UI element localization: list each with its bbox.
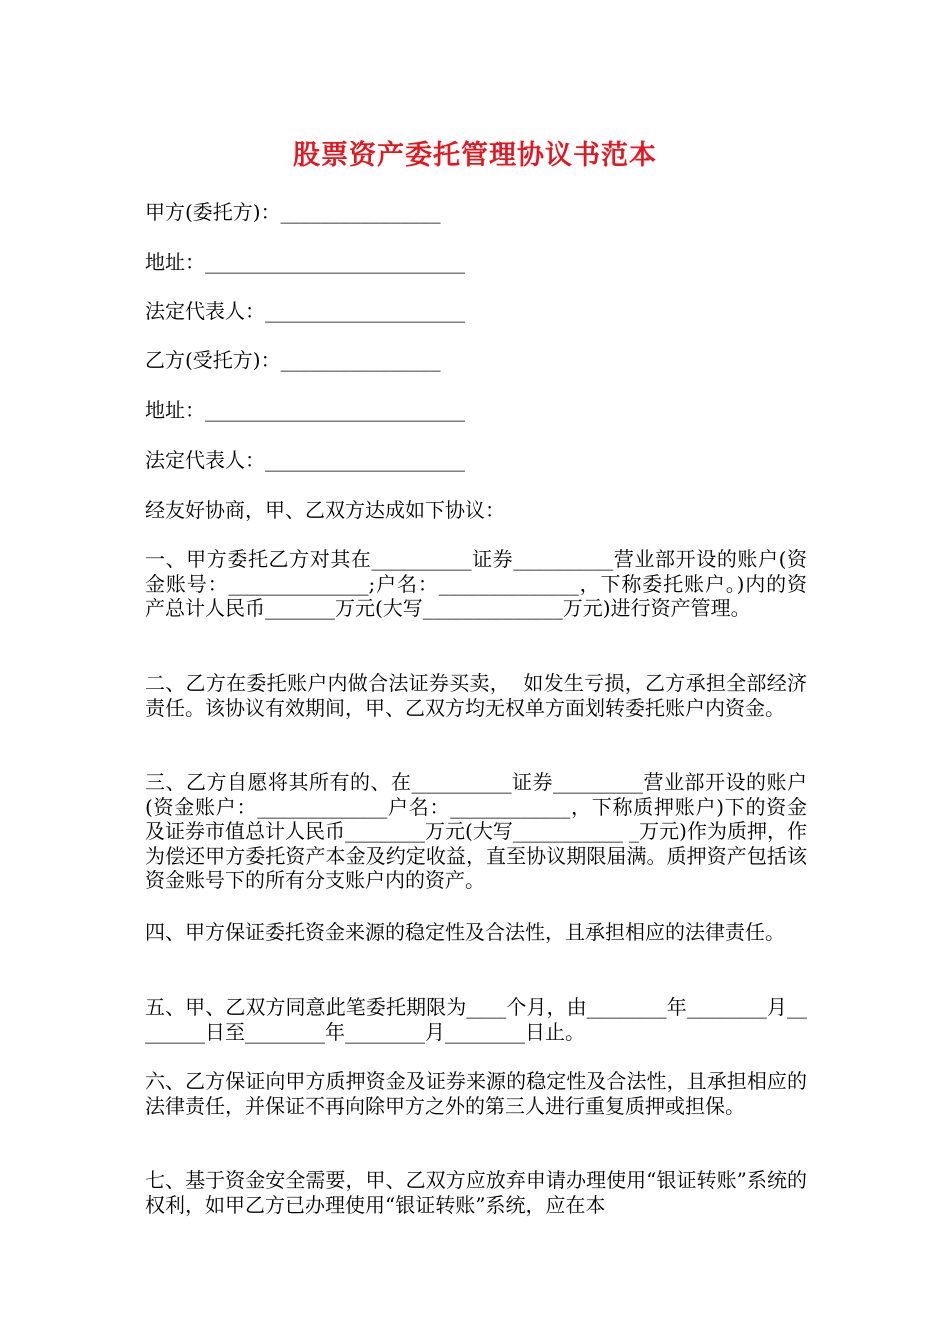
agreement-intro: 经友好协商，甲、乙双方达成如下协议： [145, 498, 505, 522]
party-a-field: 甲方(委托方)：________________ [145, 200, 441, 224]
party-a-address-field: 地址：__________________________ [145, 250, 465, 274]
party-b-field: 乙方(受托方)：________________ [145, 348, 441, 372]
clause-3: 三、乙方自愿将其所有的、在__________证券_________营业部开设的账户(资金账户：_____________户名：____________，下称质押账户)下的资金及证券市值总计人民币________万元(大写___________ _万元)作为质押，作为偿还甲方委托资产本金及约定收益，直至协议期限届满。质押资产包括该资金账号下的所有分支账户内的资产。 [145, 770, 807, 892]
clause-4: 四、甲方保证委托资金来源的稳定性及合法性，且承担相应的法律责任。 [145, 920, 785, 944]
clause-6: 六、乙方保证向甲方质押资金及证券来源的稳定性及合法性，且承担相应的法律责任，并保证不再向除甲方之外的第三人进行重复质押或担保。 [145, 1069, 807, 1118]
party-b-address-field: 地址：__________________________ [145, 398, 465, 422]
clause-7: 七、基于资金安全需要，甲、乙双方应放弃申请办理使用“银证转账”系统的权利，如甲乙方已办理使用“银证转账”系统，应在本 [145, 1168, 807, 1217]
party-a-representative-field: 法定代表人：____________________ [145, 299, 465, 323]
document-title: 股票资产委托管理协议书范本 [293, 140, 657, 171]
clause-2: 二、乙方在委托账户内做合法证券买卖， 如发生亏损，乙方承担全部经济责任。该协议有效期间，甲、乙双方均无权单方面划转委托账户内资金。 [145, 671, 807, 720]
party-b-representative-field: 法定代表人：____________________ [145, 448, 465, 472]
clause-5: 五、甲、乙双方同意此笔委托期限为____个月，由________年________月________日至________年________月________日止。 [145, 995, 807, 1044]
clause-1: 一、甲方委托乙方对其在__________证券__________营业部开设的账户(资金账号：______________;户名：______________，下称委托账户。)内的资产总计人民币_______万元(大写______________万元)进行资产管理。 [145, 547, 807, 620]
